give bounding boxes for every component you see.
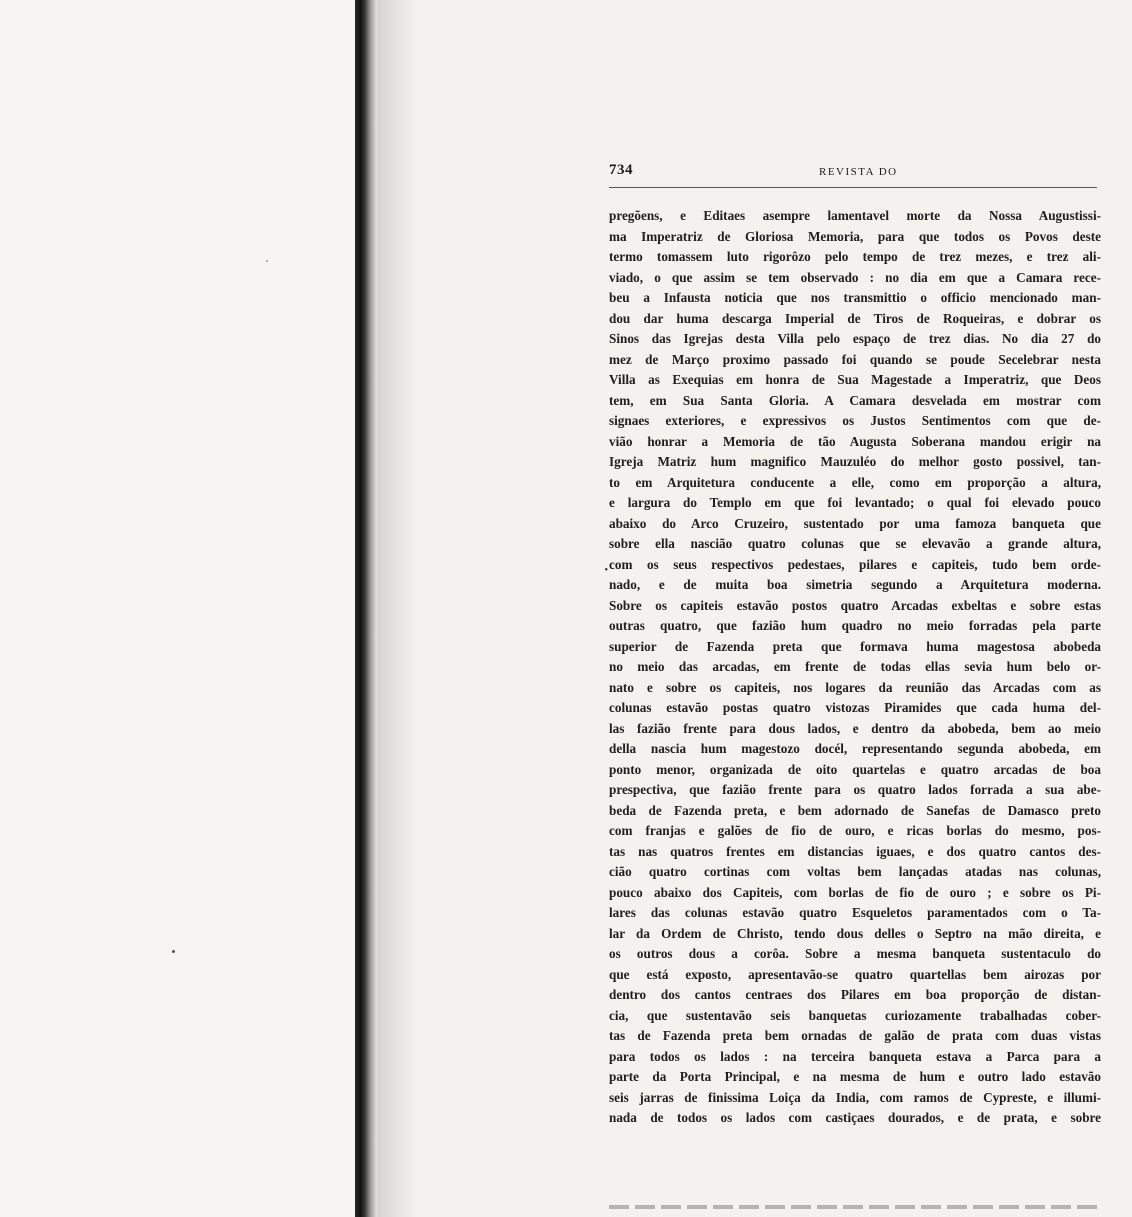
text-line: com franjas e galões de fio de ouro, e ricas borlas do mesmo, pos-: [609, 823, 1101, 838]
running-head: REVISTA DO: [819, 166, 898, 178]
text-line: dou dar huma descarga Imperial de Tiros de Roqueiras, e dobrar os: [609, 310, 1101, 326]
right-page: [377, 0, 1132, 1217]
text-line: seis jarras de finissima Loiça da India, com ramos de Cypreste, e illumi-: [609, 1089, 1101, 1105]
text-line: beu a Infausta noticia que nos transmittio o officio mencionado man-: [609, 290, 1101, 305]
text-line: cia, que sustentavão seis banquetas curiozamente trabalhadas cober-: [609, 1007, 1101, 1023]
text-line: outras quatro, que fazião hum quadro no meio forradas pela parte: [609, 618, 1101, 633]
paper-speck: [266, 260, 268, 262]
margin-mark: ·: [604, 563, 609, 578]
text-line: parte da Porta Principal, e na mesma de hum e outro lado estavão: [609, 1069, 1101, 1084]
text-line: beda de Fazenda preta, e bem adornado de Sanefas de Damasco preto: [609, 802, 1101, 818]
text-line: que está exposto, apresentavão-se quatro quartellas bem airozas por: [609, 966, 1101, 982]
text-line: tem, em Sua Santa Gloria. A Camara desvelada em mostrar com: [609, 392, 1101, 408]
text-line: os outros dous a corôa. Sobre a mesma banqueta sustentaculo do: [609, 946, 1101, 961]
text-line: para todos os lados : na terceira banqueta estava a Parca para a: [609, 1048, 1101, 1064]
text-line: to em Arquitetura conducente a elle, como em proporção a altura,: [609, 474, 1101, 490]
text-line: vião honrar a Memoria de tão Augusta Soberana mandou erigir na: [609, 433, 1101, 449]
text-line: com os seus respectivos pedestaes, pilares e capiteis, tudo bem orde-: [609, 556, 1101, 572]
book-gutter: [355, 0, 377, 1217]
text-line: colunas estavão postas quatro vistozas Piramides que cada huma del-: [609, 700, 1101, 715]
text-line: dentro dos cantos centraes dos Pilares em boa proporção de distan-: [609, 987, 1101, 1002]
text-line: pouco abaixo dos Capiteis, com borlas de fio de ouro ; e sobre os Pi-: [609, 884, 1101, 900]
text-line: viado, o que assim se tem observado : no dia em que a Camara rece-: [609, 269, 1101, 285]
text-line: termo tomassem luto rigorôzo pelo tempo de trez mezes, e trez ali-: [609, 249, 1101, 264]
text-line: prespectiva, que fazião frente para os quatro lados forrada a sua abe-: [609, 782, 1101, 797]
text-line: lar da Ordem de Christo, tendo dous delles o Septro na mão direita, e: [609, 925, 1101, 941]
text-line: las fazião frente para dous lados, e dentro da abobeda, bem ao meio: [609, 720, 1101, 736]
text-line: nado, e de muita boa simetria segundo a Arquitetura moderna.: [609, 577, 1101, 592]
header-rule: [609, 187, 1097, 188]
text-line: cião quatro cortinas com voltas bem lançadas atadas nas colunas,: [609, 864, 1101, 879]
text-line: pregõens, e Editaes asempre lamentavel morte da Nossa Augustissi-: [609, 208, 1101, 223]
text-line: Igreja Matriz hum magnifico Mauzuléo do melhor gosto possivel, tan-: [609, 454, 1101, 469]
paper-speck: [172, 950, 175, 953]
text-line: ponto menor, organizada de oito quartelas e quatro arcadas de boa: [609, 761, 1101, 777]
text-line: ma Imperatriz de Gloriosa Memoria, para que todos os Povos deste: [609, 228, 1101, 244]
page-number: 734: [609, 162, 633, 178]
text-line: sobre ella nascião quatro colunas que se elevavão a grande altura,: [609, 536, 1101, 551]
text-line: nada de todos os lados com castiçaes dourados, e de prata, e sobre: [609, 1110, 1101, 1125]
text-line: tas de Fazenda preta bem ornadas de galão de prata com duas vistas: [609, 1028, 1101, 1043]
text-line: della nascia hum magestozo docél, representando segunda abobeda, em: [609, 741, 1101, 756]
bleed-through-line: [609, 1205, 1097, 1209]
text-line: e largura do Templo em que foi levantado; o qual foi elevado pouco: [609, 495, 1101, 510]
text-line: abaixo do Arco Cruzeiro, sustentado por uma famoza banqueta que: [609, 515, 1101, 531]
text-line: Villa as Exequias em honra de Sua Magestade a Imperatriz, que Deos: [609, 372, 1101, 387]
text-line: Sinos das Igrejas desta Villa pelo espaço de trez dias. No dia 27 do: [609, 331, 1101, 346]
text-line: no meio das arcadas, em frente de todas ellas sevia hum belo or-: [609, 659, 1101, 674]
text-line: lares das colunas estavão quatro Esqueletos paramentados com o Ta-: [609, 905, 1101, 920]
left-page-blank: [0, 0, 362, 1217]
text-line: superior de Fazenda preta que formava huma magestosa abobeda: [609, 638, 1101, 654]
text-line: tas nas quatros frentes em distancias iguaes, e dos quatro cantos des-: [609, 843, 1101, 859]
body-text: [609, 206, 1101, 1129]
text-line: nato e sobre os capiteis, nos logares da reunião das Arcadas com as: [609, 679, 1101, 695]
text-line: Sobre os capiteis estavão postos quatro Arcadas exbeltas e sobre estas: [609, 597, 1101, 613]
text-line: mez de Março proximo passado foi quando se poude Secelebrar nesta: [609, 351, 1101, 367]
page-header: [609, 160, 1099, 186]
text-line: signaes exteriores, e expressivos os Justos Sentimentos com que de-: [609, 413, 1101, 428]
